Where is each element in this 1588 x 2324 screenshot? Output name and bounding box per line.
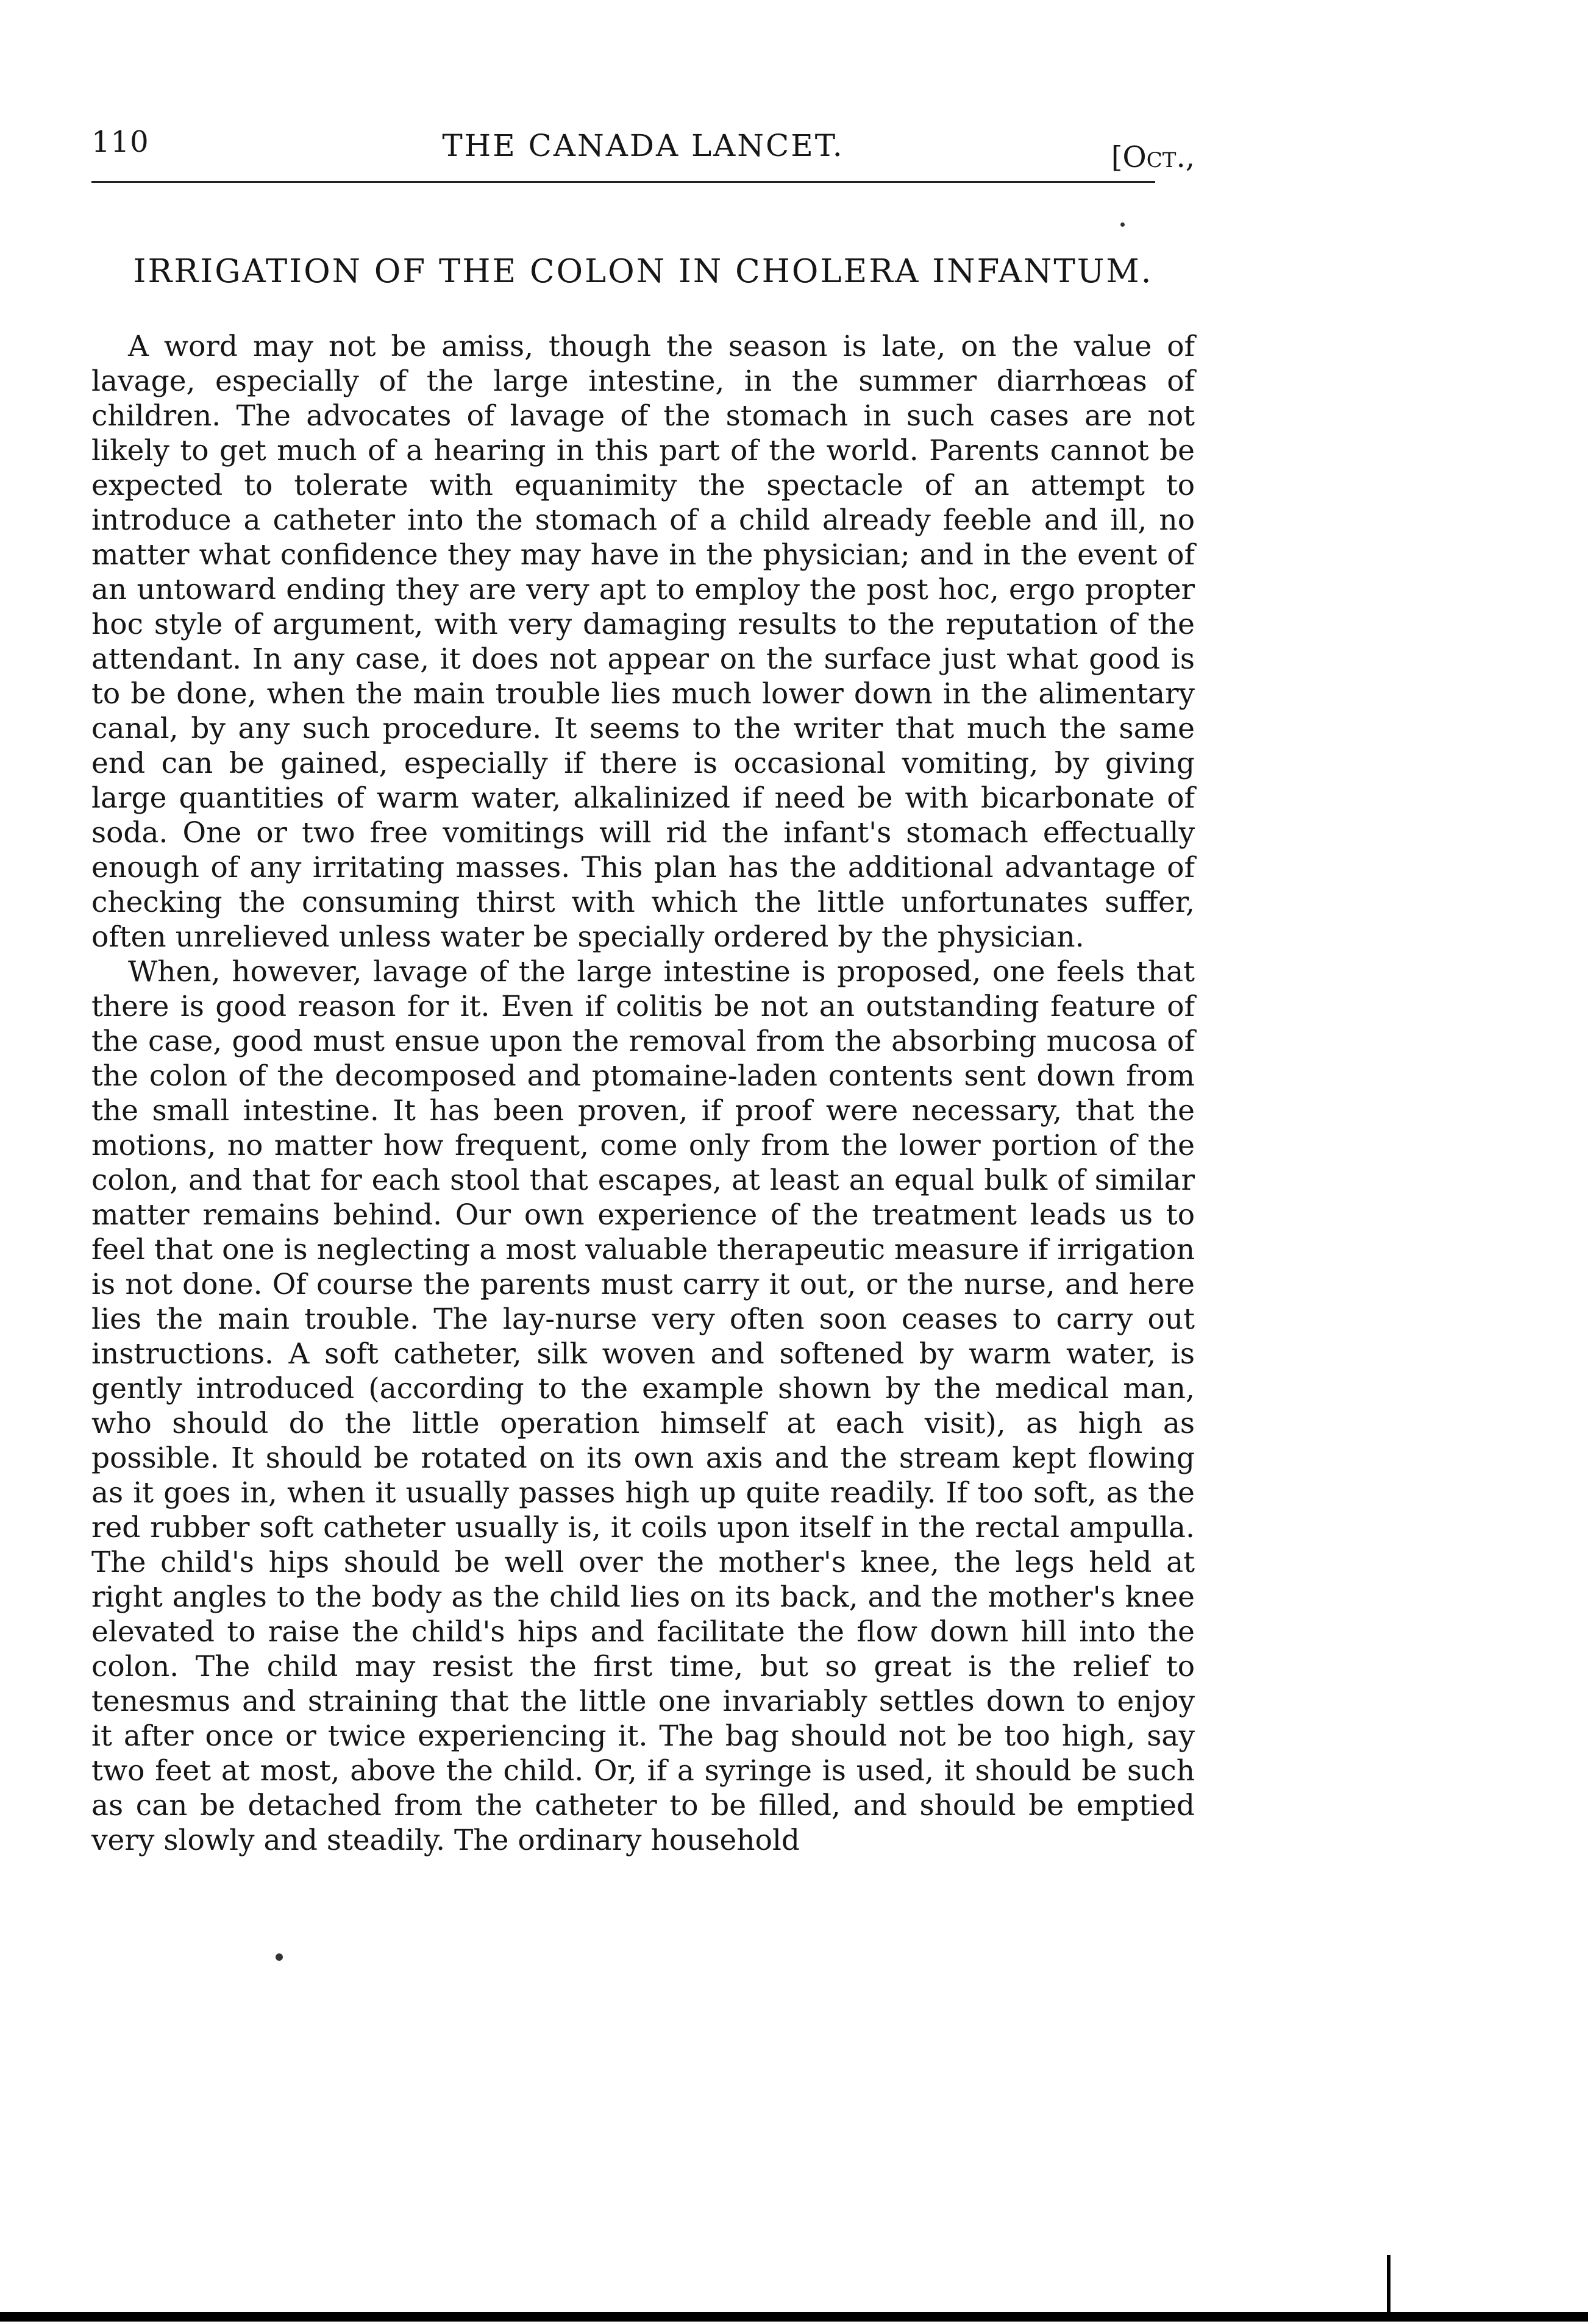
- print-speck: [1120, 222, 1125, 227]
- print-speck: [276, 1953, 283, 1961]
- running-date: [Oct.,: [1111, 140, 1195, 174]
- page-header: [91, 119, 1195, 186]
- page-number: 110: [91, 125, 149, 159]
- paragraph: A word may not be amiss, though the season is late, on the value of lavage, especially of the large intestine, in the summer diarrhœas of children. The advocates of lavage of the stomach in such cases are not likely to get much of a hearing in this part of the world. Parents cannot be expected to tolerate with equanimity the spectacle of an attempt to introduce a catheter into the stomach of a child already feeble and ill, no matter what confidence they may have in the physician; and in the event of an untoward ending they are very apt to employ the post hoc, ergo propter hoc style of argument, with very damaging results to the reputation of the attendant. In any case, it does not appear on the surface just what good is to be done, when the main trouble lies much lower down in the alimentary canal, by any such procedure. It seems to the writer that much the same end can be gained, especially if there is occasional vomiting, by giving large quantities of warm water, alkalinized if need be with bicarbonate of soda. One or two free vomitings will rid the infant's stomach effectually enough of any irritating masses. This plan has the additional advantage of checking the consuming thirst with which the little unfortunates suffer, often unrelieved unless water be specially ordered by the physician.: [91, 330, 1195, 954]
- article-body: [91, 329, 1195, 1858]
- paragraph: When, however, lavage of the large intestine is proposed, one feels that there is good reason for it. Even if colitis be not an outstanding feature of the case, good must ensue upon the removal from the absorbing mucosa of the colon of the decomposed and ptomaine-laden contents sent down from the small intestine. It has been proven, if proof were necessary, that the motions, no matter how frequent, come only from the lower portion of the colon, and that for each stool that escapes, at least an equal bulk of similar matter remains behind. Our own experience of the treatment leads us to feel that one is neglecting a most valuable therapeutic measure if irrigation is not done. Of course the parents must carry it out, or the nurse, and here lies the main trouble. The lay-nurse very often soon ceases to carry out instructions. A soft catheter, silk woven and softened by warm water, is gently introduced (according to the example shown by the medical man, who should do the little operation himself at each visit), as high as possible. It should be rotated on its own axis and the stream kept flowing as it goes in, when it usually passes high up quite readily. If too soft, as the red rubber soft catheter usually is, it coils upon itself in the rectal ampulla. The child's hips should be well over the mother's knee, the legs held at right angles to the body as the child lies on its back, and the mother's knee elevated to raise the child's hips and facilitate the flow down hill into the colon. The child may resist the first time, but so great is the relief to tenesmus and straining that the little one invariably settles down to enjoy it after once or twice experiencing it. The bag should not be too high, say two feet at most, above the child. Or, if a syringe is used, it should be such as can be detached from the catheter to be filled, and should be emptied very slowly and steadily. The ordinary household: [91, 955, 1195, 1857]
- scan-edge-mark: [1387, 2255, 1390, 2319]
- running-title: THE CANADA LANCET.: [442, 128, 844, 163]
- article-title: IRRIGATION OF THE COLON IN CHOLERA INFANTUM.: [133, 253, 1153, 290]
- header-rule: [91, 181, 1155, 183]
- scan-bottom-border: [0, 2312, 1588, 2322]
